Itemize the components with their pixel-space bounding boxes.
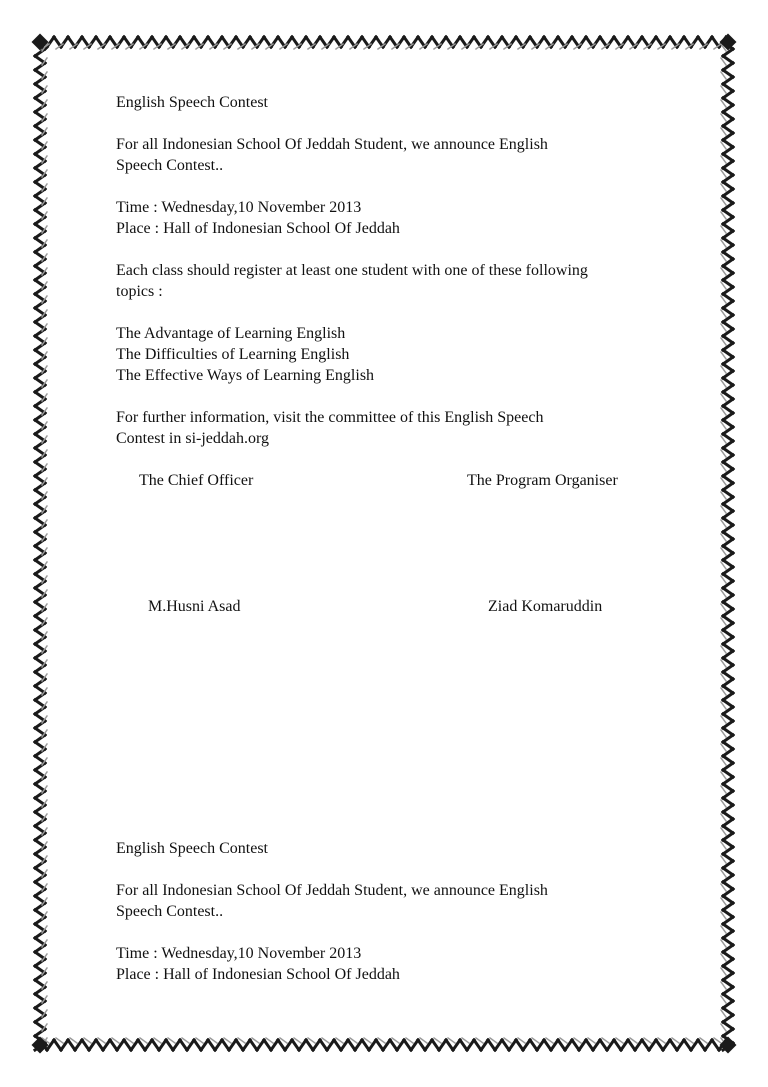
info-line-2: Contest in si-jeddah.org: [116, 430, 270, 447]
event-time: Time : Wednesday,10 November 2013: [116, 199, 362, 216]
topic-item: The Effective Ways of Learning English: [116, 367, 375, 384]
register-line-2: topics :: [116, 283, 163, 300]
event-place: Place : Hall of Indonesian School Of Jeddah: [116, 220, 400, 237]
event-time: Time : Wednesday,10 November 2013: [116, 945, 362, 962]
notice-title: English Speech Contest: [116, 840, 268, 857]
intro-line-1: For all Indonesian School Of Jeddah Student, we announce English: [116, 882, 548, 899]
notice-two: [116, 838, 676, 985]
intro-line-1: For all Indonesian School Of Jeddah Student, we announce English: [116, 136, 548, 153]
chief-officer-name: M.Husni Asad: [148, 598, 241, 615]
intro-line-2: Speech Contest..: [116, 903, 224, 920]
program-organiser-role: The Program Organiser: [467, 472, 618, 489]
notice-title: English Speech Contest: [116, 94, 268, 111]
topic-item: The Difficulties of Learning English: [116, 346, 350, 363]
topic-item: The Advantage of Learning English: [116, 325, 346, 342]
notice-one: [116, 92, 676, 617]
signatory-names: [116, 596, 676, 617]
info-line-1: For further information, visit the committee of this English Speech: [116, 409, 544, 426]
chief-officer-role: The Chief Officer: [139, 472, 254, 489]
signatory-roles: [116, 470, 676, 491]
intro-line-2: Speech Contest..: [116, 157, 224, 174]
program-organiser-name: Ziad Komaruddin: [488, 598, 603, 615]
register-line-1: Each class should register at least one student with one of these following: [116, 262, 588, 279]
event-place: Place : Hall of Indonesian School Of Jeddah: [116, 966, 400, 983]
